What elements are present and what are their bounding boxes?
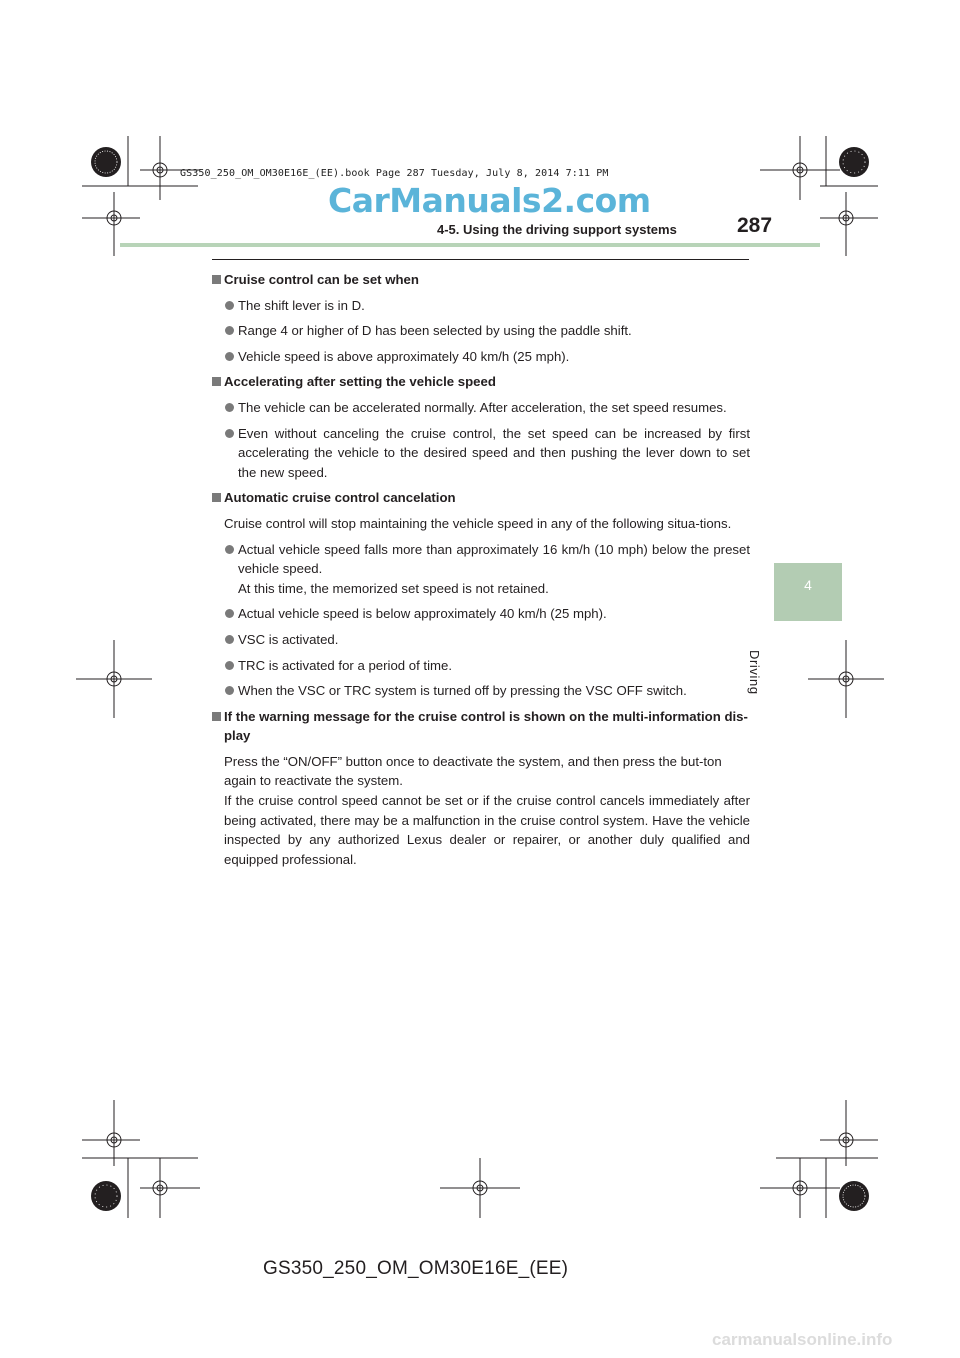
paragraph: Press the “ON/OFF” button once to deactivate the system, and then press the but-ton again to reactivate the system. If the cruise control speed cannot be set or if the cruise control cancels immediately after being activated, there may be a malfunction in the cruise control system. Have the vehicle inspected by any authorized Lexus dealer or repairer, or another duly qualified and equipped professional.	[224, 753, 750, 867]
page-number: 287	[737, 214, 773, 237]
circle-bullet-icon	[225, 609, 234, 618]
chapter-number: 4	[804, 577, 812, 593]
chapter-tab	[774, 563, 842, 621]
circle-bullet-icon	[225, 545, 234, 554]
book-stamp: GS350_250_OM_OM30E16E_(EE).book Page 287 Tuesday, July 8, 2014 7:11 PM	[180, 168, 609, 179]
circle-bullet-icon	[225, 661, 234, 670]
square-bullet-icon	[212, 493, 221, 502]
list-item: Actual vehicle speed is below approximately 40 km/h (25 mph).	[212, 604, 750, 624]
circle-bullet-icon	[225, 352, 234, 361]
header-band	[120, 243, 820, 247]
circle-bullet-icon	[225, 635, 234, 644]
section-title: 4-5. Using the driving support systems	[437, 222, 677, 237]
list-item: Vehicle speed is above approximately 40 km/h (25 mph).	[212, 347, 750, 367]
square-bullet-icon	[212, 275, 221, 284]
circle-bullet-icon	[225, 686, 234, 695]
circle-bullet-icon	[225, 326, 234, 335]
list-item: The vehicle can be accelerated normally. After acceleration, the set speed resumes.	[212, 398, 750, 418]
list-item: TRC is activated for a period of time.	[212, 656, 750, 676]
list-item: Actual vehicle speed falls more than approximately 16 km/h (10 mph) below the preset vehicle speed. At this time, the memorized set speed is not retained.	[212, 540, 750, 599]
list-item: When the VSC or TRC system is turned off by pressing the VSC OFF switch.	[212, 681, 750, 701]
section-heading: Automatic cruise control cancelation	[212, 488, 750, 508]
section-heading: Cruise control can be set when	[212, 270, 750, 290]
square-bullet-icon	[212, 712, 221, 721]
list-item: Range 4 or higher of D has been selected by using the paddle shift.	[212, 321, 750, 341]
circle-bullet-icon	[225, 301, 234, 310]
footer-watermark: carmanualsonline.info	[712, 1330, 893, 1349]
circle-bullet-icon	[225, 429, 234, 438]
square-bullet-icon	[212, 377, 221, 386]
list-item: The shift lever is in D.	[212, 296, 750, 316]
page-content	[212, 270, 750, 869]
section-heading: If the warning message for the cruise control is shown on the multi-information dis-play	[212, 707, 750, 746]
list-item-note: At this time, the memorized set speed is not retained.	[238, 580, 549, 596]
section-heading: Accelerating after setting the vehicle speed	[212, 372, 750, 392]
circle-bullet-icon	[225, 403, 234, 412]
chapter-label: Driving	[747, 650, 762, 695]
list-item: VSC is activated.	[212, 630, 750, 650]
list-item: Even without canceling the cruise control, the set speed can be increased by first accelerating the vehicle to the desired speed and then pushing the lever down to set the new speed.	[212, 424, 750, 483]
watermark-logo: CarManuals2.com	[328, 181, 651, 220]
header-divider	[212, 259, 749, 260]
section-intro: Cruise control will stop maintaining the vehicle speed in any of the following situa-tions.	[224, 515, 732, 531]
model-code: GS350_250_OM_OM30E16E_(EE)	[263, 1258, 569, 1279]
